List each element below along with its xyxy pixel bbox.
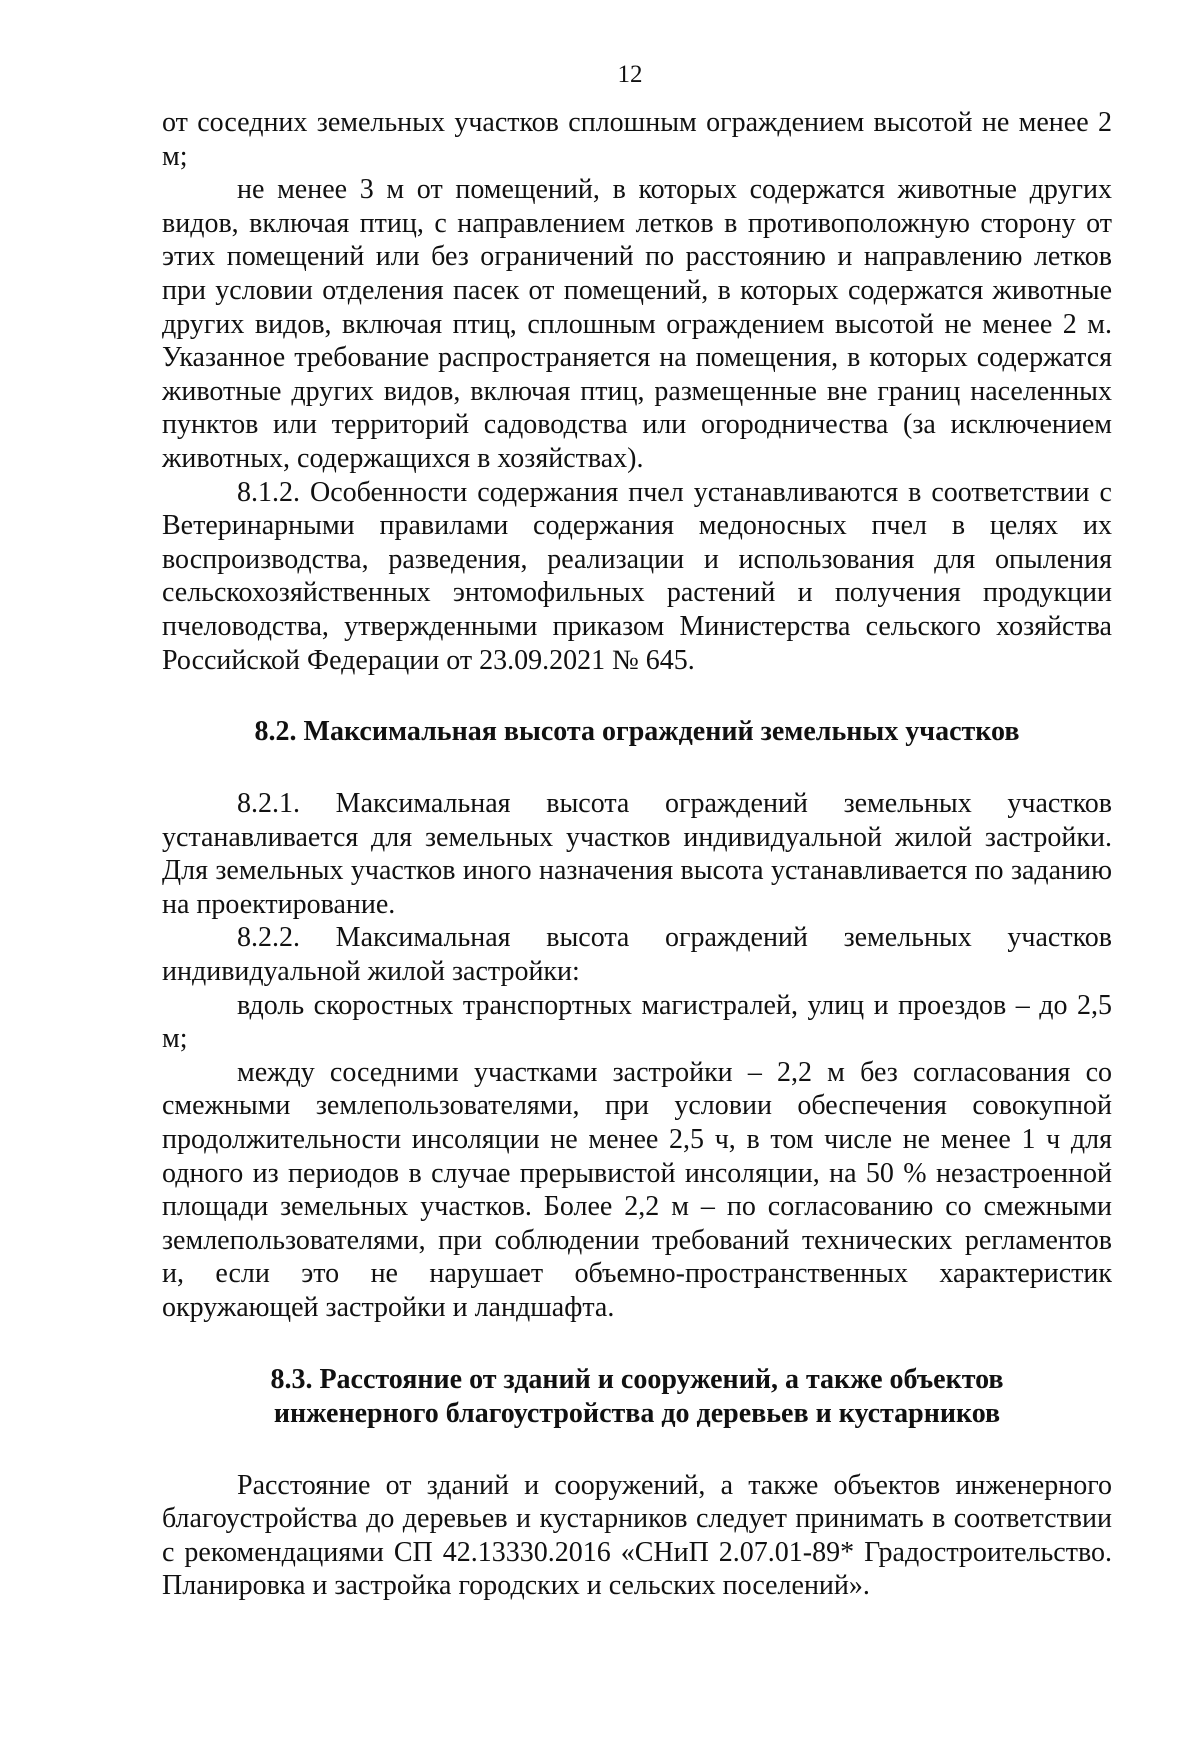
section-heading-8-3-line2: инженерного благоустройства до деревьев и кустарников: [273, 1397, 1001, 1429]
page-number: 12: [617, 61, 643, 88]
paragraph-8-2-1: 8.2.1. Максимальная высота ограждений земельных участков устанавливается для земельных участков индивидуальной жилой застройки. Для земельных участков иного назначения высота устанавливается по заданию на проектирование.: [162, 788, 1112, 920]
paragraph-8-1-2: 8.1.2. Особенности содержания пчел устанавливаются в соответствии с Ветеринарными правилами содержания медоносных пчел в целях их воспроизводства, разведения, реализации и использования для опыления сельскохозяйственных энтомофильных растений и получения продукции пчеловодства, утвержденными приказом Министерства сельского хозяйства Российской Федерации от 23.09.2021 № 645.: [162, 476, 1112, 676]
section-heading-8-2: 8.2. Максимальная высота ограждений земельных участков: [254, 716, 1020, 748]
paragraph-8-3: Расстояние от зданий и сооружений, а также объектов инженерного благоустройства до деревьев и кустарников следует принимать в соответствии с рекомендациями СП 42.13330.2016 «СНиП 2.07.01-89* Градостроительство. Планировка и застройка городских и сельских поселений».: [162, 1469, 1112, 1602]
section-heading-8-3: [162, 1363, 1112, 1431]
section-heading-8-3-line1: 8.3. Расстояние от зданий и сооружений, а также объектов: [270, 1363, 1004, 1395]
document-body: [162, 106, 1112, 1603]
paragraph-8-2-2: 8.2.2. Максимальная высота ограждений земельных участков индивидуальной жилой застройки:: [162, 922, 1112, 988]
paragraph-between-plots: между соседними участками застройки – 2,2 м без согласования со смежными землепользователями, при условии обеспечения совокупной продолжительности инсоляции не менее 2,5 ч, в том числе не менее 1 ч для одного из периодов в случае прерывистой инсоляции, на 50 % незастроенной площади земельных участков. Более 2,2 м – по согласованию со смежными землепользователями, при соблюдении требований технических регламентов и, если это не нарушает объемно-пространственных характеристик окружающей застройки и ландшафта.: [162, 1056, 1112, 1323]
paragraph-along-roads: вдоль скоростных транспортных магистралей, улиц и проездов – до 2,5 м;: [162, 989, 1112, 1055]
paragraph-apiary-distance: не менее 3 м от помещений, в которых содержатся животные других видов, включая птиц, с направлением летков в противоположную сторону от этих помещений или без ограничений по расстоянию и направлению летков при условии отделения пасек от помещений, в которых содержатся животные других видов, включая птиц, сплошным ограждением высотой не менее 2 м. Указанное требование распространяется на помещения, в которых содержатся животные других видов, включая птиц, размещенные вне границ населенных пунктов или территорий садоводства или огородничества (за исключением животных, содержащихся в хозяйствах).: [162, 174, 1112, 474]
paragraph-continuation: от соседних земельных участков сплошным ограждением высотой не менее 2 м;: [162, 107, 1112, 172]
